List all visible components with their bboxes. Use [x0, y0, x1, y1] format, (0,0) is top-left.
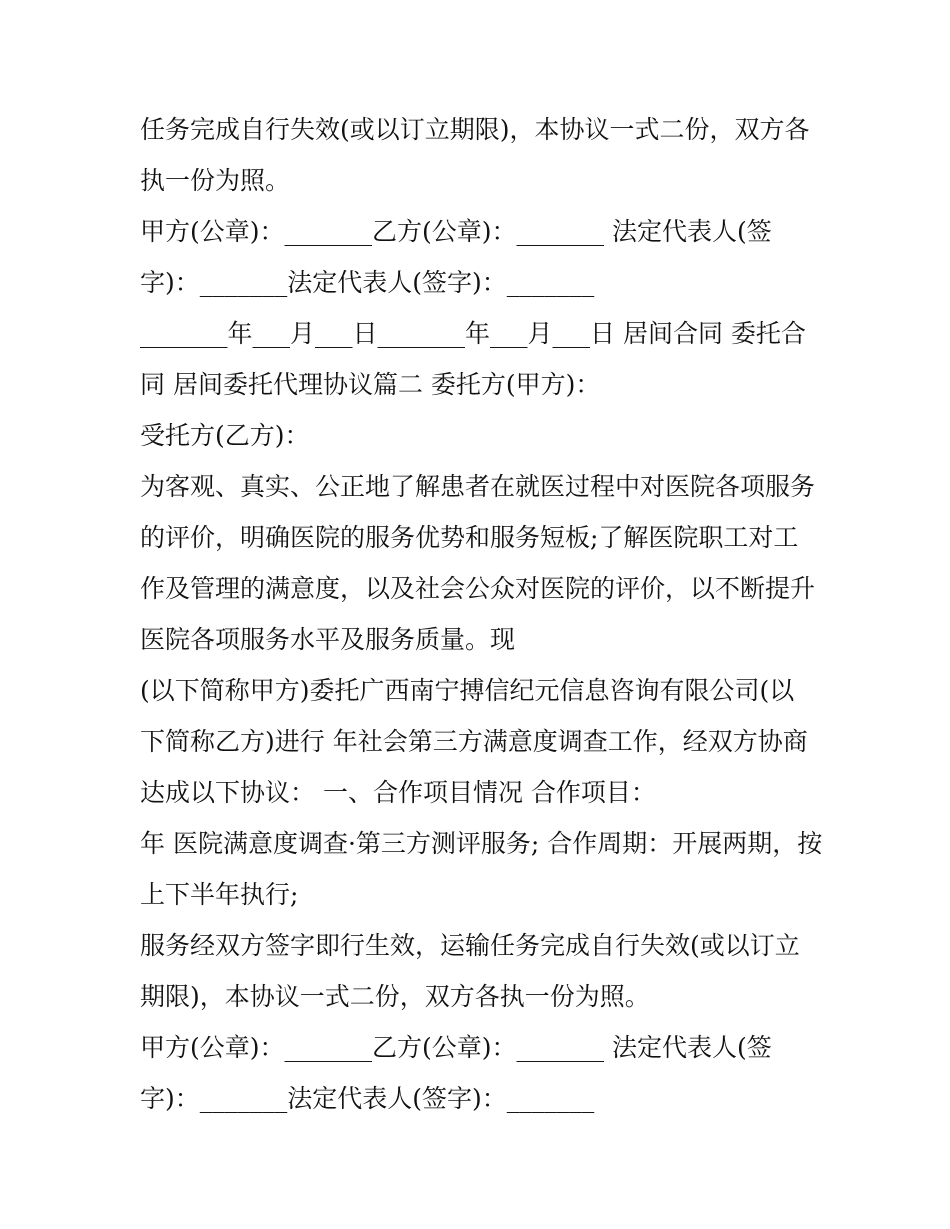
text-line: 任务完成自行失效(或以订立期限)，本协议一式二份，双方各: [140, 115, 810, 144]
text-line: 上下半年执行;: [140, 880, 299, 909]
text-line: 甲方(公章)：_______乙方(公章)：_______ 法定代表人(签: [140, 217, 772, 246]
text-line: 服务经双方签字即行生效，运输任务完成自行失效(或以订立: [140, 931, 800, 960]
text-line: 为客观、真实、公正地了解患者在就医过程中对医院各项服务: [140, 472, 816, 501]
text-line: 作及管理的满意度，以及社会公众对医院的评价，以不断提升: [140, 574, 816, 603]
text-line: 达成以下协议： 一、合作项目情况 合作项目：: [140, 778, 656, 807]
text-line: 字)：_______法定代表人(签字)：_______: [140, 268, 595, 297]
text-line: 字)：_______法定代表人(签字)：_______: [140, 1084, 595, 1113]
text-line: 执一份为照。: [140, 166, 291, 195]
text-line: 下简称乙方)进行 年社会第三方满意度调查工作，经双方协商: [140, 727, 808, 756]
text-line: (以下简称甲方)委托广西南宁搏信纪元信息咨询有限公司(以: [140, 676, 795, 705]
text-line: 期限)，本协议一式二份，双方各执一份为照。: [140, 982, 650, 1011]
text-line: 同 居间委托代理协议篇二 委托方(甲方)：: [140, 370, 601, 399]
document-body: [140, 104, 823, 1124]
text-line: 的评价，明确医院的服务优势和服务短板;了解医院职工对工: [140, 523, 799, 552]
text-line: 甲方(公章)：_______乙方(公章)：_______ 法定代表人(签: [140, 1033, 772, 1062]
text-line: _______年___月___日_______年___月___日 居间合同 委托合: [140, 319, 806, 348]
text-line: 受托方(乙方)：: [140, 421, 310, 450]
text-line: 医院各项服务水平及服务质量。现: [140, 625, 516, 654]
text-line: 年 医院满意度调查·第三方测评服务; 合作周期：开展两期，按: [140, 829, 823, 858]
